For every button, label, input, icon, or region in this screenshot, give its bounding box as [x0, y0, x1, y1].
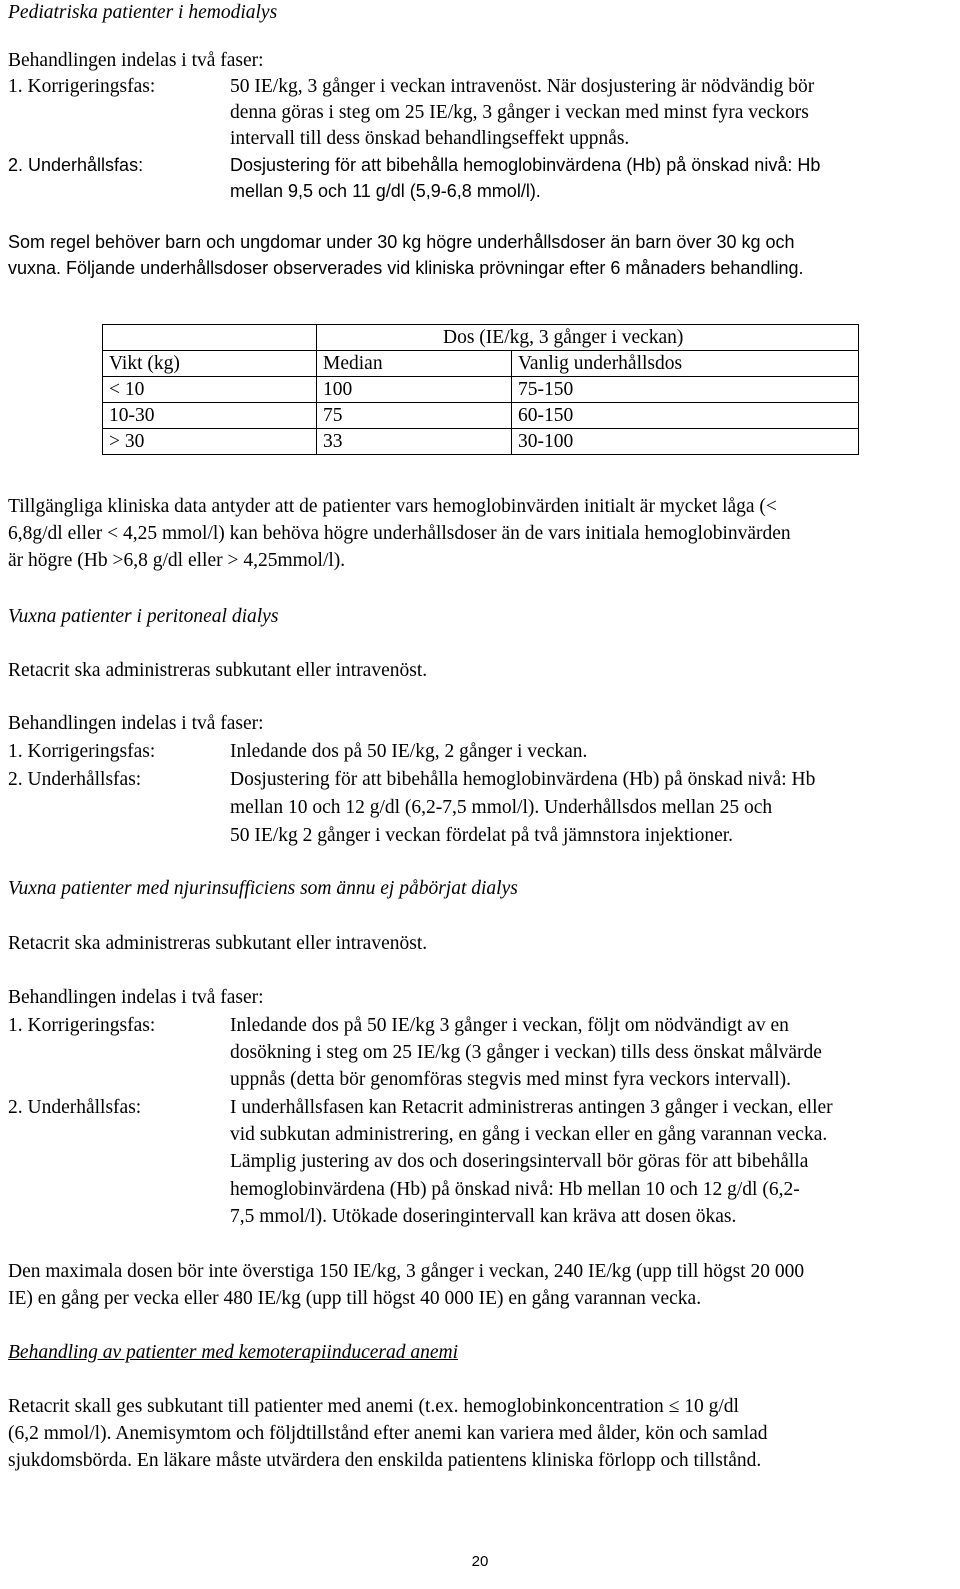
max-dose-line: Den maximala dosen bör inte överstiga 150 IE/kg, 3 gånger i veckan, 240 IE/kg (upp till högst 20 000: [8, 1261, 805, 1282]
phase1-line: uppnås (detta bör genomföras stegvis med minst fyra veckors intervall).: [230, 1069, 792, 1090]
phase2-line: Dosjustering för att bibehålla hemoglobinvärdena (Hb) på önskad nivå: Hb: [230, 155, 821, 175]
paragraph-line: vuxna. Följande underhållsdoser observerades vid kliniska prövningar efter 6 månaders behandling.: [8, 258, 804, 278]
table-cell: > 30: [103, 429, 317, 455]
table-cell: 60-150: [512, 403, 859, 429]
paragraph-line: sjukdomsbörda. En läkare måste utvärdera den enskilda patientens kliniska förlopp och tillstånd.: [8, 1450, 762, 1471]
admin-text: Retacrit ska administreras subkutant eller intravenöst.: [8, 660, 428, 681]
section-heading-renal-insufficiency: Vuxna patienter med njurinsufficiens som ännu ej påbörjat dialys: [8, 878, 518, 899]
phase1-label: 1. Korrigeringsfas:: [8, 741, 156, 762]
table-row: [103, 325, 859, 351]
table-cell: 100: [317, 377, 512, 403]
phase1-line: dosökning i steg om 25 IE/kg (3 gånger i veckan) tills dess önskat målvärde: [230, 1042, 822, 1063]
phase1-line: 50 IE/kg, 3 gånger i veckan intravenöst. När dosjustering är nödvändig bör: [230, 76, 815, 97]
max-dose-line: IE) en gång per vecka eller 480 IE/kg (upp till högst 40 000 IE) en gång varannan vecka.: [8, 1288, 702, 1309]
phase1-label: 1. Korrigeringsfas:: [8, 76, 156, 97]
section-heading-peritoneal-dialysis: Vuxna patienter i peritoneal dialys: [8, 606, 279, 627]
table-group-header: Dos (IE/kg, 3 gånger i veckan): [317, 325, 859, 351]
phase1-line: Inledande dos på 50 IE/kg, 2 gånger i veckan.: [230, 741, 588, 762]
page-number: 20: [471, 1553, 489, 1570]
phase2-line: vid subkutan administrering, en gång i veckan eller en gång varannan vecka.: [230, 1124, 828, 1145]
phase2-line: Dosjustering för att bibehålla hemoglobinvärdena (Hb) på önskad nivå: Hb: [230, 769, 816, 790]
table-row: [103, 377, 859, 403]
table-cell: 75-150: [512, 377, 859, 403]
table-cell: 30-100: [512, 429, 859, 455]
phase1-line: intervall till dess önskad behandlingseffekt uppnås.: [230, 128, 630, 149]
table-header-cell: Median: [317, 351, 512, 377]
phases-intro: Behandlingen indelas i två faser:: [8, 987, 264, 1008]
phases-intro: Behandlingen indelas i två faser:: [8, 50, 264, 71]
phase2-line: 7,5 mmol/l). Utökade doseringintervall kan kräva att dosen ökas.: [230, 1206, 737, 1227]
phases-intro: Behandlingen indelas i två faser:: [8, 713, 264, 734]
table-header-cell: Vanlig underhållsdos: [512, 351, 859, 377]
table-cell: [103, 325, 317, 351]
dose-table: [102, 324, 859, 455]
phase2-label: 2. Underhållsfas:: [8, 769, 142, 790]
table-row: [103, 403, 859, 429]
phase2-line: mellan 9,5 och 11 g/dl (5,9-6,8 mmol/l).: [230, 181, 541, 201]
phase2-label: 2. Underhållsfas:: [8, 1097, 142, 1118]
phase2-line: hemoglobinvärdena (Hb) på önskad nivå: Hb mellan 10 och 12 g/dl (6,2-: [230, 1179, 800, 1200]
table-cell: 10-30: [103, 403, 317, 429]
phase2-line: 50 IE/kg 2 gånger i veckan fördelat på två jämnstora injektioner.: [230, 825, 734, 846]
paragraph-line: är högre (Hb >6,8 g/dl eller > 4,25mmol/l).: [8, 550, 346, 571]
phase2-line: I underhållsfasen kan Retacrit administreras antingen 3 gånger i veckan, eller: [230, 1097, 833, 1118]
table-header-cell: Vikt (kg): [103, 351, 317, 377]
paragraph-line: 6,8g/dl eller < 4,25 mmol/l) kan behöva högre underhållsdoser än de vars initiala hemoglobinvärden: [8, 523, 791, 544]
table-cell: < 10: [103, 377, 317, 403]
table-cell: 75: [317, 403, 512, 429]
section-heading-chemotherapy-anemia: Behandling av patienter med kemoterapiinducerad anemi: [8, 1342, 459, 1363]
section-heading-pediatric-hemodialysis: Pediatriska patienter i hemodialys: [8, 2, 278, 23]
phase2-line: mellan 10 och 12 g/dl (6,2-7,5 mmol/l). Underhållsdos mellan 25 och: [230, 797, 773, 818]
phase1-label: 1. Korrigeringsfas:: [8, 1015, 156, 1036]
phase2-line: Lämplig justering av dos och doseringsintervall bör göras för att bibehålla: [230, 1151, 809, 1172]
table-cell: 33: [317, 429, 512, 455]
phase1-line: Inledande dos på 50 IE/kg 3 gånger i veckan, följt om nödvändigt av en: [230, 1015, 789, 1036]
phase2-label: 2. Underhållsfas:: [8, 155, 144, 175]
table-row: [103, 351, 859, 377]
table-row: [103, 429, 859, 455]
phase1-line: denna göras i steg om 25 IE/kg, 3 gånger i veckan med minst fyra veckors: [230, 102, 809, 123]
paragraph-line: Retacrit skall ges subkutant till patienter med anemi (t.ex. hemoglobinkoncentration ≤ 10 g/dl: [8, 1396, 739, 1417]
paragraph-line: (6,2 mmol/l). Anemisymtom och följdtillstånd efter anemi kan variera med ålder, kön och samlad: [8, 1423, 768, 1444]
paragraph-line: Tillgängliga kliniska data antyder att de patienter vars hemoglobinvärden initialt är mycket låga (<: [8, 496, 777, 517]
paragraph-line: Som regel behöver barn och ungdomar under 30 kg högre underhållsdoser än barn över 30 kg och: [8, 232, 795, 252]
admin-text: Retacrit ska administreras subkutant eller intravenöst.: [8, 933, 428, 954]
